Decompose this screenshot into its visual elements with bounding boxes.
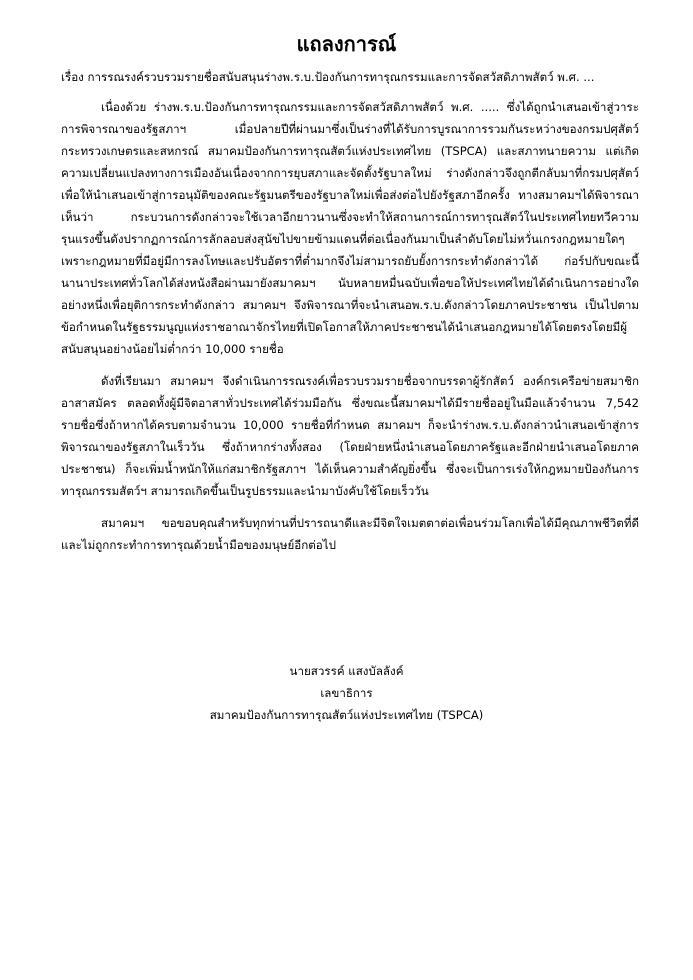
signature-block [0,660,693,726]
paragraph-thanks: สมาคมฯ ขอขอบคุณสำหรับทุกท่านที่ปรารถนาดีและมีจิตใจเมตตาต่อเพื่อนร่วมโลกเพื่อได้มีคุณภาพชีวิตที่ดีและไม่ถูกกระทำการทารุณด้วยน้ำมือของมนุษย์อีกต่อไป [61,516,639,552]
subject-line: เรื่อง การรณรงค์รวบรวมรายชื่อสนับสนุนร่างพ.ร.บ.ป้องกันการทารุณกรรมและการจัดสวัสดิภาพสัตว์ พ.ศ. ... [61,70,595,84]
signer-organization: สมาคมป้องกันการทารุณสัตว์แห่งประเทศไทย (TSPCA) [209,708,484,722]
paragraph-background: เนื่องด้วย ร่างพ.ร.บ.ป้องกันการทารุณกรรมและการจัดสวัสดิภาพสัตว์ พ.ศ. ..... ซึ่งได้ถูกนำเสนอเข้าสู่วาระการพิจารณาของรัฐสภาฯ เมื่อปลายปีที่ผ่านมาซึ่งเป็นร่างที่ได้รับการบูรณาการรวมกันระหว่างของกรมปศุสัตว์ กระทรวงเกษตรและสหกรณ์ สมาคมป้องกันการทารุณสัตว์แห่งประเทศไทย (TSPCA) และสภาทนายความ แต่เกิดความเปลี่ยนแปลงทางการเมืองอันเนื่องจากการยุบสภาและจัดตั้งรัฐบาลใหม่ ร่างดังกล่าวจึงถูกตีกลับมาที่กรมปศุสัตว์เพื่อให้นำเสนอเข้าสู่การอนุมัติของคณะรัฐมนตรีของรัฐบาลใหม่เพื่อส่งต่อไปยังรัฐสภาอีกครั้ง ทางสมาคมฯได้พิจารณาเห็นว่า กระบวนการดังกล่าวจะใช้เวลาอีกยาวนานซึ่งจะทำให้สถานการณ์การทารุณสัตว์ในประเทศไทยทวีความรุนแรงขึ้นดังปรากฏการณ์การลักลอบส่งสุนัขไปขายข้ามแดนที่ต่อเนื่องกันมาเป็นลำดับโดยไม่หวั่นเกรงกฎหมายใดๆ เพราะกฎหมายที่มีอยู่มีการลงโทษและปรับอัตราที่ต่ำมากจึงไม่สามารถยับยั้งการกระทำดังกล่าวได้ ก่อร์ปกับขณะนี้นานาประเทศทั่วโลกได้ส่งหนังสือผ่านมายังสมาคมฯ นับหลายหมื่นฉบับเพื่อขอให้ประเทศไทยได้ดำเนินการอย่างใดอย่างหนึ่งเพื่อยุติการกระทำดังกล่าว สมาคมฯ จึงพิจารณาที่จะนำเสนอพ.ร.บ.ดังกล่าวโดยภาคประชาชน เป็นไปตามข้อกำหนดในรัฐธรรมนูญแห่งราชอาณาจักรไทยที่เปิดโอกาสให้ภาคประชาชนได้นำเสนอกฎหมายได้โดยตรงโดยมีผู้สนับสนุนอย่างน้อยไม่ต่ำกว่า 10,000 รายชื่อ [61,100,639,356]
paragraph-campaign: ดังที่เรียนมา สมาคมฯ จึงดำเนินการรณรงค์เพื่อรวบรวมรายชื่อจากบรรดาผู้รักสัตว์ องค์กรเครือข่ายสมาชิก อาสาสมัคร ตลอดทั้งผู้มีจิตอาสาทั่วประเทศได้ร่วมมือกัน ซึ่งขณะนี้สมาคมฯได้มีรายชื่ออยู่ในมือแล้วจำนวน 7,542 รายชื่อซึ่งถ้าหากได้ครบตามจำนวน 10,000 รายชื่อที่กำหนด สมาคมฯ ก็จะนำร่างพ.ร.บ.ดังกล่าวนำเสนอเข้าสู่การพิจารณาของรัฐสภาในเร็ววัน ซึ่งถ้าหากร่างทั้งสอง (โดยฝ่ายหนึ่งนำเสนอโดยภาครัฐและอีกฝ่ายนำเสนอโดยภาคประชาชน) ก็จะเพิ่มน้ำหนักให้แก่สมาชิกรัฐสภาฯ ได้เห็นความสำคัญยิ่งขึ้น ซึ่งจะเป็นการเร่งให้กฎหมายป้องกันการทารุณกรรมสัตว์ฯ สามารถเกิดขึ้นเป็นรูปธรรมและนำมาบังคับใช้โดยเร็ววัน [61,374,639,498]
document-title: แถลงการณ์ [296,32,397,56]
signer-name: นายสวรรค์ แสงบัลลังค์ [289,664,404,678]
letter-body [61,96,639,566]
signer-position: เลขาธิการ [320,686,373,700]
